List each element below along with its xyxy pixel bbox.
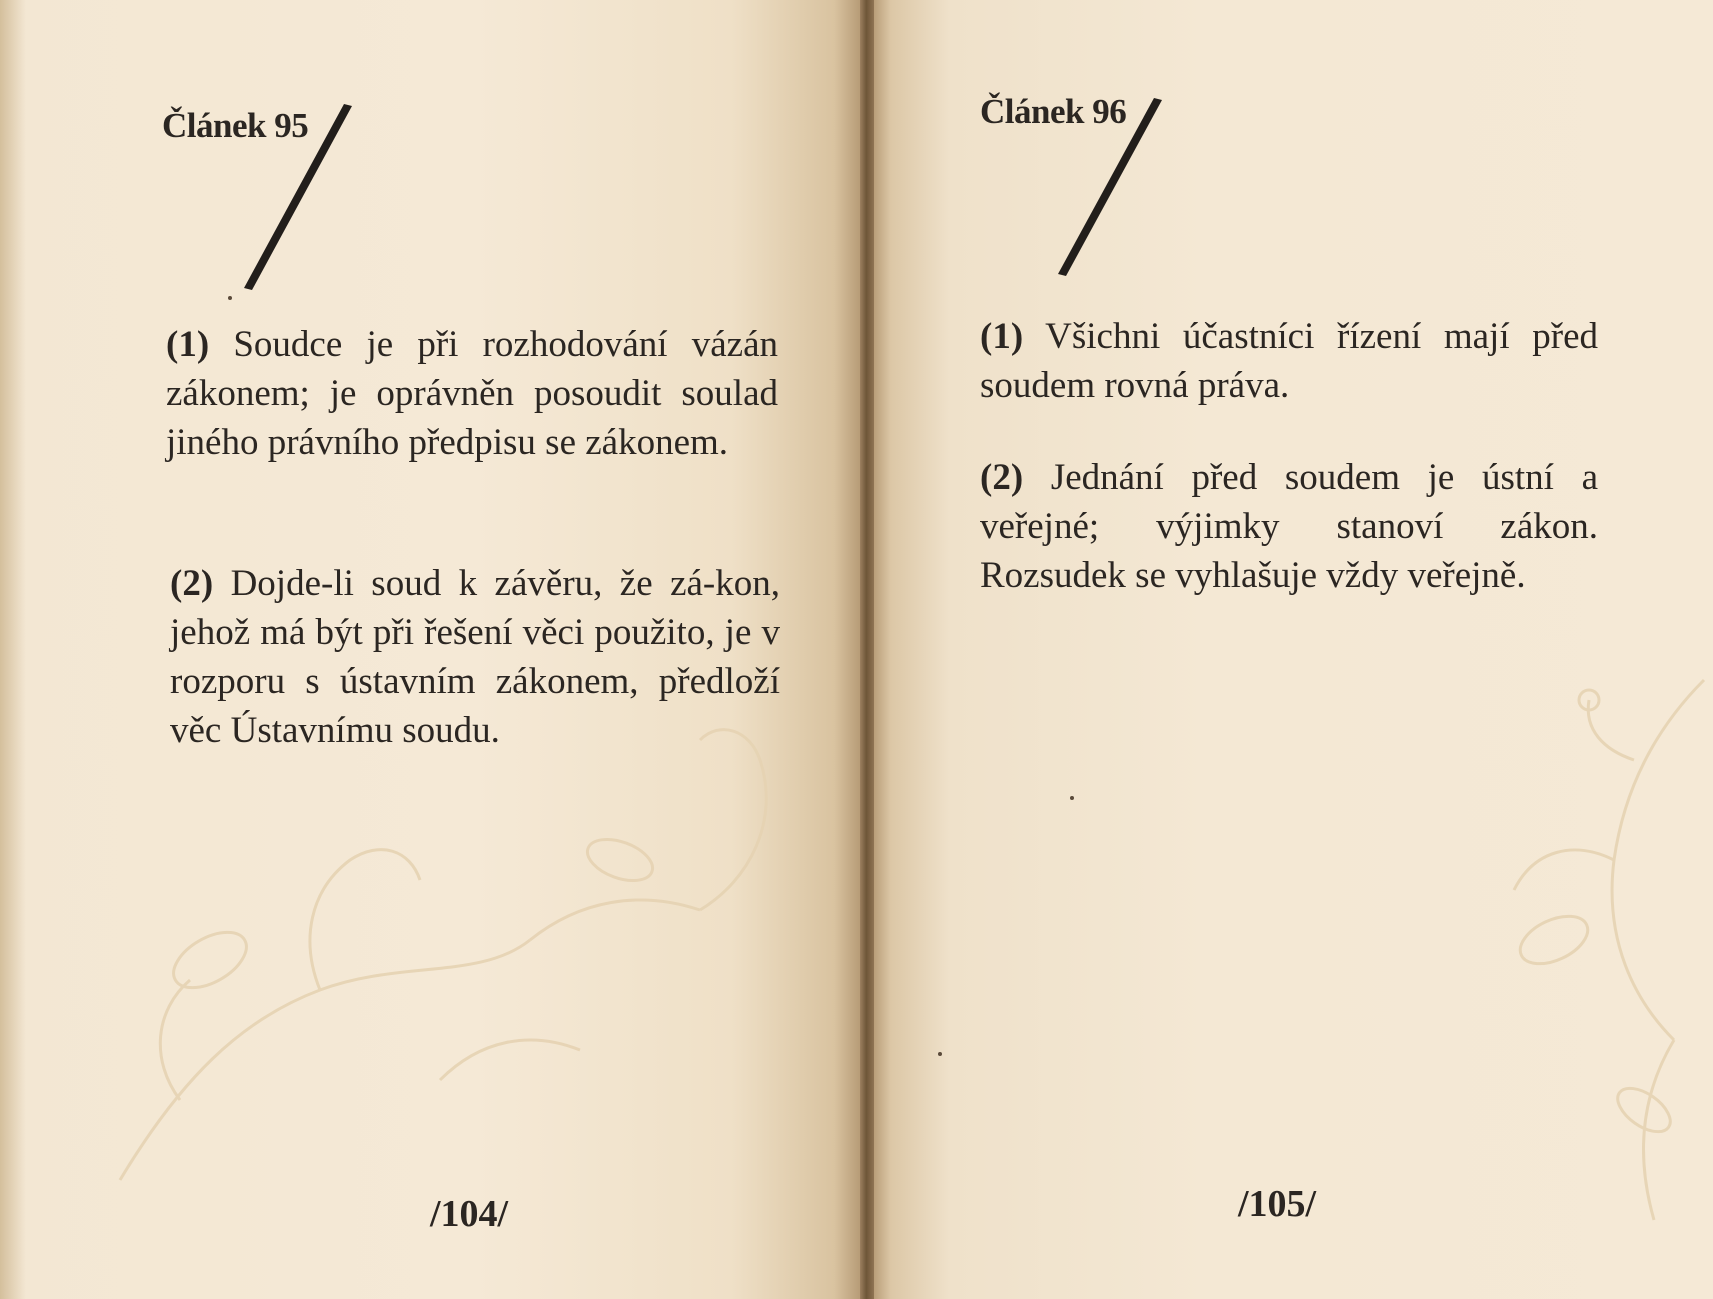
paragraph-number: (2) xyxy=(170,563,214,604)
print-speck xyxy=(1070,796,1074,800)
page-number: /105/ xyxy=(1238,1183,1317,1225)
paragraph-1 xyxy=(166,320,778,467)
print-speck xyxy=(938,1052,942,1056)
right-page xyxy=(874,0,1713,1299)
left-page-edge xyxy=(0,0,26,1299)
page-number: /104/ xyxy=(430,1193,509,1235)
paragraph-text: Dojde-li soud k závěru, že zá-kon, jehož má být při řešení věci použito, je v rozporu s ústavním zákonem, předloží věc Ústavnímu soudu. xyxy=(170,563,780,751)
heading-slash-decoration xyxy=(1054,92,1174,282)
paragraph-number: (1) xyxy=(166,324,210,365)
paragraph-text: Všichni účastníci řízení mají před soudem rovná práva. xyxy=(980,316,1598,406)
article-heading: Článek 95 xyxy=(162,106,309,145)
article-heading: Článek 96 xyxy=(980,92,1127,131)
book-gutter xyxy=(860,0,874,1299)
paragraph-text: Soudce je při rozhodování vázán zákonem; je oprávněn posoudit soulad jiného právního předpisu se zákonem. xyxy=(166,324,778,463)
floral-watermark-icon xyxy=(1374,640,1713,1240)
paragraph-text: Jednání před soudem je ústní a veřejné; výjimky stanoví zákon. Rozsudek se vyhlašuje vždy veřejně. xyxy=(980,457,1599,596)
paragraph-number: (1) xyxy=(980,316,1024,357)
paragraph-2 xyxy=(980,453,1598,600)
heading-slash-decoration xyxy=(240,96,360,296)
print-speck xyxy=(228,296,232,300)
paragraph-2 xyxy=(170,559,780,755)
paragraph-number: (2) xyxy=(980,457,1024,498)
paragraph-1 xyxy=(980,312,1598,410)
